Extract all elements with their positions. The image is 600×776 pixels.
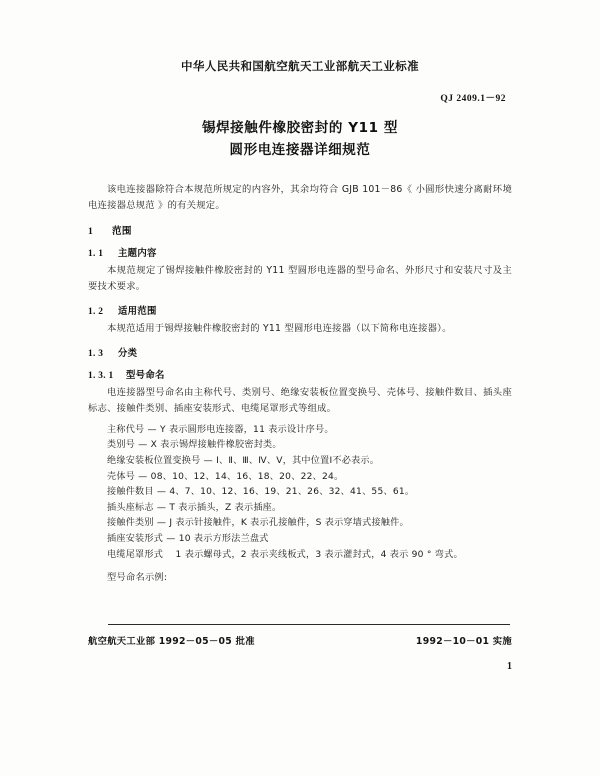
- footer-divider: [108, 624, 510, 625]
- footer-implementation-text: 1992－10－01 实施: [415, 636, 512, 647]
- section-1-2-title: 适用范围: [118, 305, 157, 317]
- model-code-example-label: 型号命名示例:: [107, 572, 168, 584]
- definition-item: 电缆尾罩形式 1 表示螺母式，2 表示夹线板式，3 表示灌封式，4 表示 90 ° 弯式。: [107, 549, 463, 560]
- definition-item: 接触件数目 — 4、7、10、12、16、19、21、26、32、41、55、61。: [107, 487, 415, 498]
- definition-item: 类别号 — X 表示锡焊接触件橡胶密封类。: [107, 440, 282, 451]
- model-code-definition-list: [88, 423, 512, 564]
- model-code-intro: 电连接器型号命名由主称代号、类别号、绝缘安装板位置变换号、壳体号、接触件数目、插头座标志、接触件类别、插座安装形式、电缆尾罩形式等组成。: [88, 386, 512, 414]
- definition-item: 接触件类别 — J 表示针接触件，K 表示孔接触件，S 表示穿墙式接触件。: [107, 518, 409, 529]
- page-number: 1: [507, 661, 512, 672]
- definition-item: 插座安装形式 — 10 表示方形法兰盘式: [107, 534, 269, 545]
- definition-item: 绝缘安装板位置变换号 — Ⅰ、Ⅱ、Ⅲ、Ⅳ、Ⅴ，其中位置Ⅰ不必表示。: [107, 455, 380, 466]
- issuing-organization-line: 中华人民共和国航空航天工业部航天工业标准: [181, 59, 419, 73]
- standard-number: QJ 2409.1－92: [440, 94, 506, 104]
- definition-item: 主称代号 — Y 表示圆形电连接器，11 表示设计序号。: [107, 424, 334, 435]
- page-title: [88, 118, 512, 162]
- section-1-number: 1: [88, 225, 94, 237]
- footer-approval-text: 航空航天工业部 1992－05－05 批准: [88, 636, 255, 647]
- section-1-2-number: 1. 2: [88, 306, 104, 317]
- section-1-3-1-number: 1. 3. 1: [88, 370, 114, 381]
- title-line-1: 锡焊接触件橡胶密封的 Y11 型: [201, 120, 399, 136]
- section-1-2-body: 本规范适用于锡焊接触件橡胶密封的 Y11 型圆形电连接器（以下简称电连接器）。: [107, 322, 452, 334]
- footer: [88, 633, 512, 647]
- definition-item: 壳体号 — 08、10、12、14、16、18、20、22、24。: [107, 471, 344, 482]
- section-1-3-1-title: 型号命名: [126, 369, 165, 381]
- section-heading-1-1: [88, 245, 512, 259]
- section-1-1-number: 1. 1: [88, 248, 104, 259]
- section-heading-1-3: [88, 345, 512, 359]
- title-line-2: 圆形电连接器详细规范: [229, 141, 371, 158]
- scope-note-paragraph: 该电连接器除符合本规范所规定的内容外，其余均符合 GJB 101－86《 小圆形快速分离耐环境电连接器总规范 》的有关规定。: [88, 183, 512, 211]
- section-1-1-body: 本规范规定了锡焊接触件橡胶密封的 Y11 型圆形电连器的型号命名、外形尺寸和安装尺寸及主要技术要求。: [88, 264, 512, 292]
- section-1-3-number: 1. 3: [88, 348, 104, 359]
- section-heading-1-2: [88, 303, 512, 317]
- section-1-title: 范围: [112, 225, 132, 237]
- definition-item: 插头座标志 — T 表示插头，Z 表示插座。: [107, 502, 282, 513]
- section-heading-1: [88, 223, 512, 237]
- section-heading-1-3-1: [88, 367, 512, 381]
- document-content: [88, 58, 512, 586]
- section-1-1-title: 主题内容: [118, 247, 157, 259]
- section-1-3-title: 分类: [118, 347, 138, 359]
